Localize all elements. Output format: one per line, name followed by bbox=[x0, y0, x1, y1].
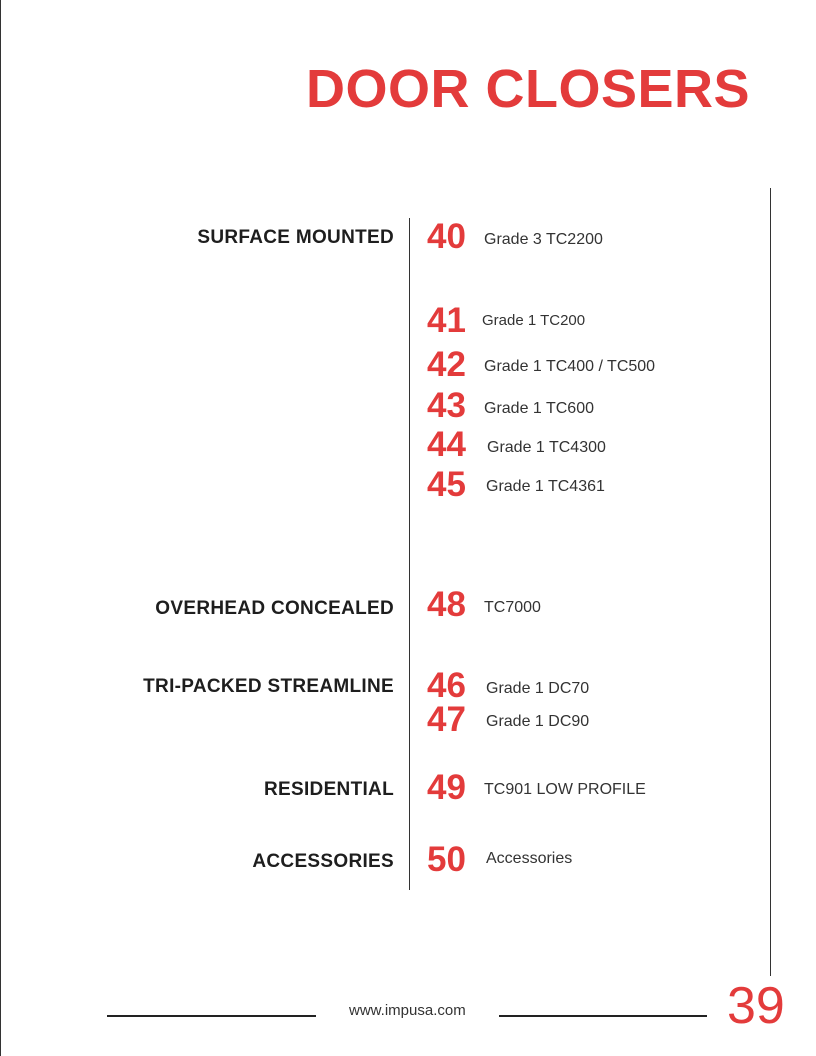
toc-entry-label[interactable]: Grade 1 TC600 bbox=[484, 400, 594, 417]
toc-entry-label[interactable]: Grade 3 TC2200 bbox=[484, 231, 603, 248]
toc-entry-label[interactable]: Grade 1 DC90 bbox=[486, 713, 590, 730]
footer-rule-left bbox=[107, 1015, 316, 1017]
toc-page-number[interactable]: 42 bbox=[427, 345, 466, 384]
toc-entry-label[interactable]: Grade 1 TC200 bbox=[482, 312, 586, 329]
footer-rule-right bbox=[499, 1015, 707, 1017]
toc-page-number[interactable]: 41 bbox=[427, 301, 466, 340]
section-tri-packed-streamline: TRI-PACKED STREAMLINE bbox=[143, 676, 394, 697]
toc-page-number[interactable]: 40 bbox=[427, 217, 466, 256]
toc-page-number[interactable]: 49 bbox=[427, 768, 466, 807]
toc-entry-label[interactable]: Grade 1 DC70 bbox=[486, 680, 590, 697]
toc-page-number[interactable]: 50 bbox=[427, 840, 466, 879]
page-left-edge-line bbox=[0, 0, 1, 1056]
toc-entry-label[interactable]: Grade 1 TC4300 bbox=[487, 439, 606, 456]
section-surface-mounted: SURFACE MOUNTED bbox=[197, 227, 394, 248]
toc-entry-label[interactable]: Accessories bbox=[486, 850, 573, 867]
toc-page-number[interactable]: 46 bbox=[427, 666, 466, 705]
toc-page-number[interactable]: 48 bbox=[427, 585, 466, 624]
section-accessories: ACCESSORIES bbox=[252, 851, 394, 872]
toc-page-number[interactable]: 47 bbox=[427, 700, 466, 739]
toc-divider bbox=[409, 218, 410, 890]
page-number: 39 bbox=[727, 977, 785, 1035]
section-overhead-concealed: OVERHEAD CONCEALED bbox=[155, 598, 394, 619]
toc-page-number[interactable]: 43 bbox=[427, 386, 466, 425]
right-margin-rule bbox=[770, 188, 771, 976]
toc-entry-label[interactable]: Grade 1 TC4361 bbox=[486, 478, 605, 495]
toc-entry-label[interactable]: TC901 LOW PROFILE bbox=[484, 781, 646, 798]
toc-page-number[interactable]: 45 bbox=[427, 465, 466, 504]
footer-url[interactable]: www.impusa.com bbox=[349, 1002, 466, 1019]
toc-page-number[interactable]: 44 bbox=[427, 425, 466, 464]
section-residential: RESIDENTIAL bbox=[264, 779, 394, 800]
toc-entry-label[interactable]: TC7000 bbox=[484, 599, 541, 616]
toc-entry-label[interactable]: Grade 1 TC400 / TC500 bbox=[484, 358, 656, 375]
page-title: DOOR CLOSERS bbox=[305, 59, 750, 119]
